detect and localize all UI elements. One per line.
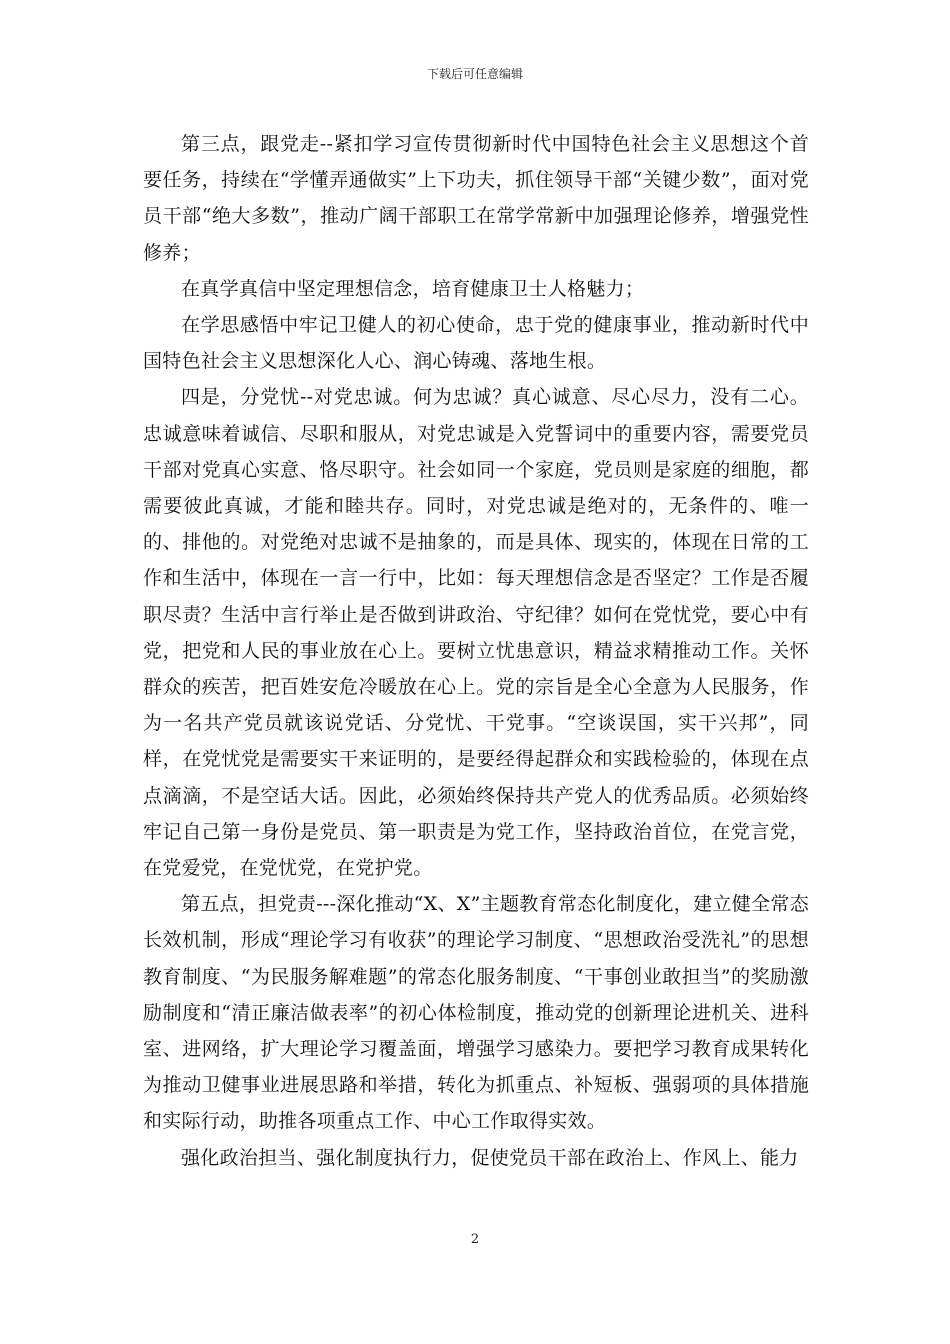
paragraph-fifth-point: 第五点，担党责---深化推动“X、X”主题教育常态化制度化，建立健全常态长效机制，形成“理论学习有收获”的理论学习制度、“思想政治受洗礼”的思想教育制度、“为民服务解难题”的常态化服务制度、“干事创业敢担当”的奖励激励制度和“清正廉洁做表率”的初心体检制度，推动党的创新理论进机关、进科室、进网络，扩大理论学习覆盖面，增强学习感染力。要把学习教育成果转化为推动卫健事业进展思路和举措，转化为抓重点、补短板、强弱项的具体措施和实际行动，助推各项重点工作、中心工作取得实效。 (143, 893, 809, 1133)
paragraph-third-point: 第三点，跟党走--紧扣学习宣传贯彻新时代中国特色社会主义思想这个首要任务，持续在“学懂弄通做实”上下功夫，抓住领导干部“关键少数”，面对党员干部“绝大多数”，推动广阔干部职工在常学常新中加强理论修养，增强党性修养； (143, 133, 809, 264)
page-number: 2 (470, 1232, 480, 1247)
paragraph-strengthen: 强化政治担当、强化制度执行力，促使党员干部在政治上、作风上、能力 (181, 1146, 799, 1169)
paragraph-mission: 在学思感悟中牢记卫健人的初心使命，忠于党的健康事业，推动新时代中国特色社会主义思想深化人心、润心铸魂、落地生根。 (143, 314, 809, 373)
paragraph-fourth-point: 四是，分党忧--对党忠诚。何为忠诚？真心诚意、尽心尽力，没有二心。忠诚意味着诚信、尽职和服从，对党忠诚是入党誓词中的重要内容，需要党员干部对党真心实意、恪尽职守。社会如同一个家庭，党员则是家庭的细胞，都需要彼此真诚，才能和睦共存。同时，对党忠诚是绝对的，无条件的、唯一的、排他的。对党绝对忠诚不是抽象的，而是具体、现实的，体现在日常的工作和生活中，体现在一言一行中，比如：每天理想信念是否坚定？工作是否履职尽责？生活中言行举止是否做到讲政治、守纪律？如何在党忧党，要心中有党，把党和人民的事业放在心上。要树立忧患意识，精益求精推动工作。关怀群众的疾苦，把百姓安危冷暖放在心上。党的宗旨是全心全意为人民服务，作为一名共产党员就该说党话、分党忧、干党事。“空谈误国，实干兴邦”，同样，在党忧党是需要实干来证明的，是要经得起群众和实践检验的，体现在点点滴滴，不是空话大话。因此，必须始终保持共产党人的优秀品质。必须始终牢记自己第一身份是党员、第一职责是为党工作，坚持政治首位，在党言党，在党爱党，在党忧党，在党护党。 (143, 386, 809, 880)
paragraph-ideals: 在真学真信中坚定理想信念，培育健康卫士人格魅力； (181, 277, 645, 300)
page-header: 下载后可任意编辑 (426, 67, 523, 81)
document-body (143, 126, 809, 1176)
